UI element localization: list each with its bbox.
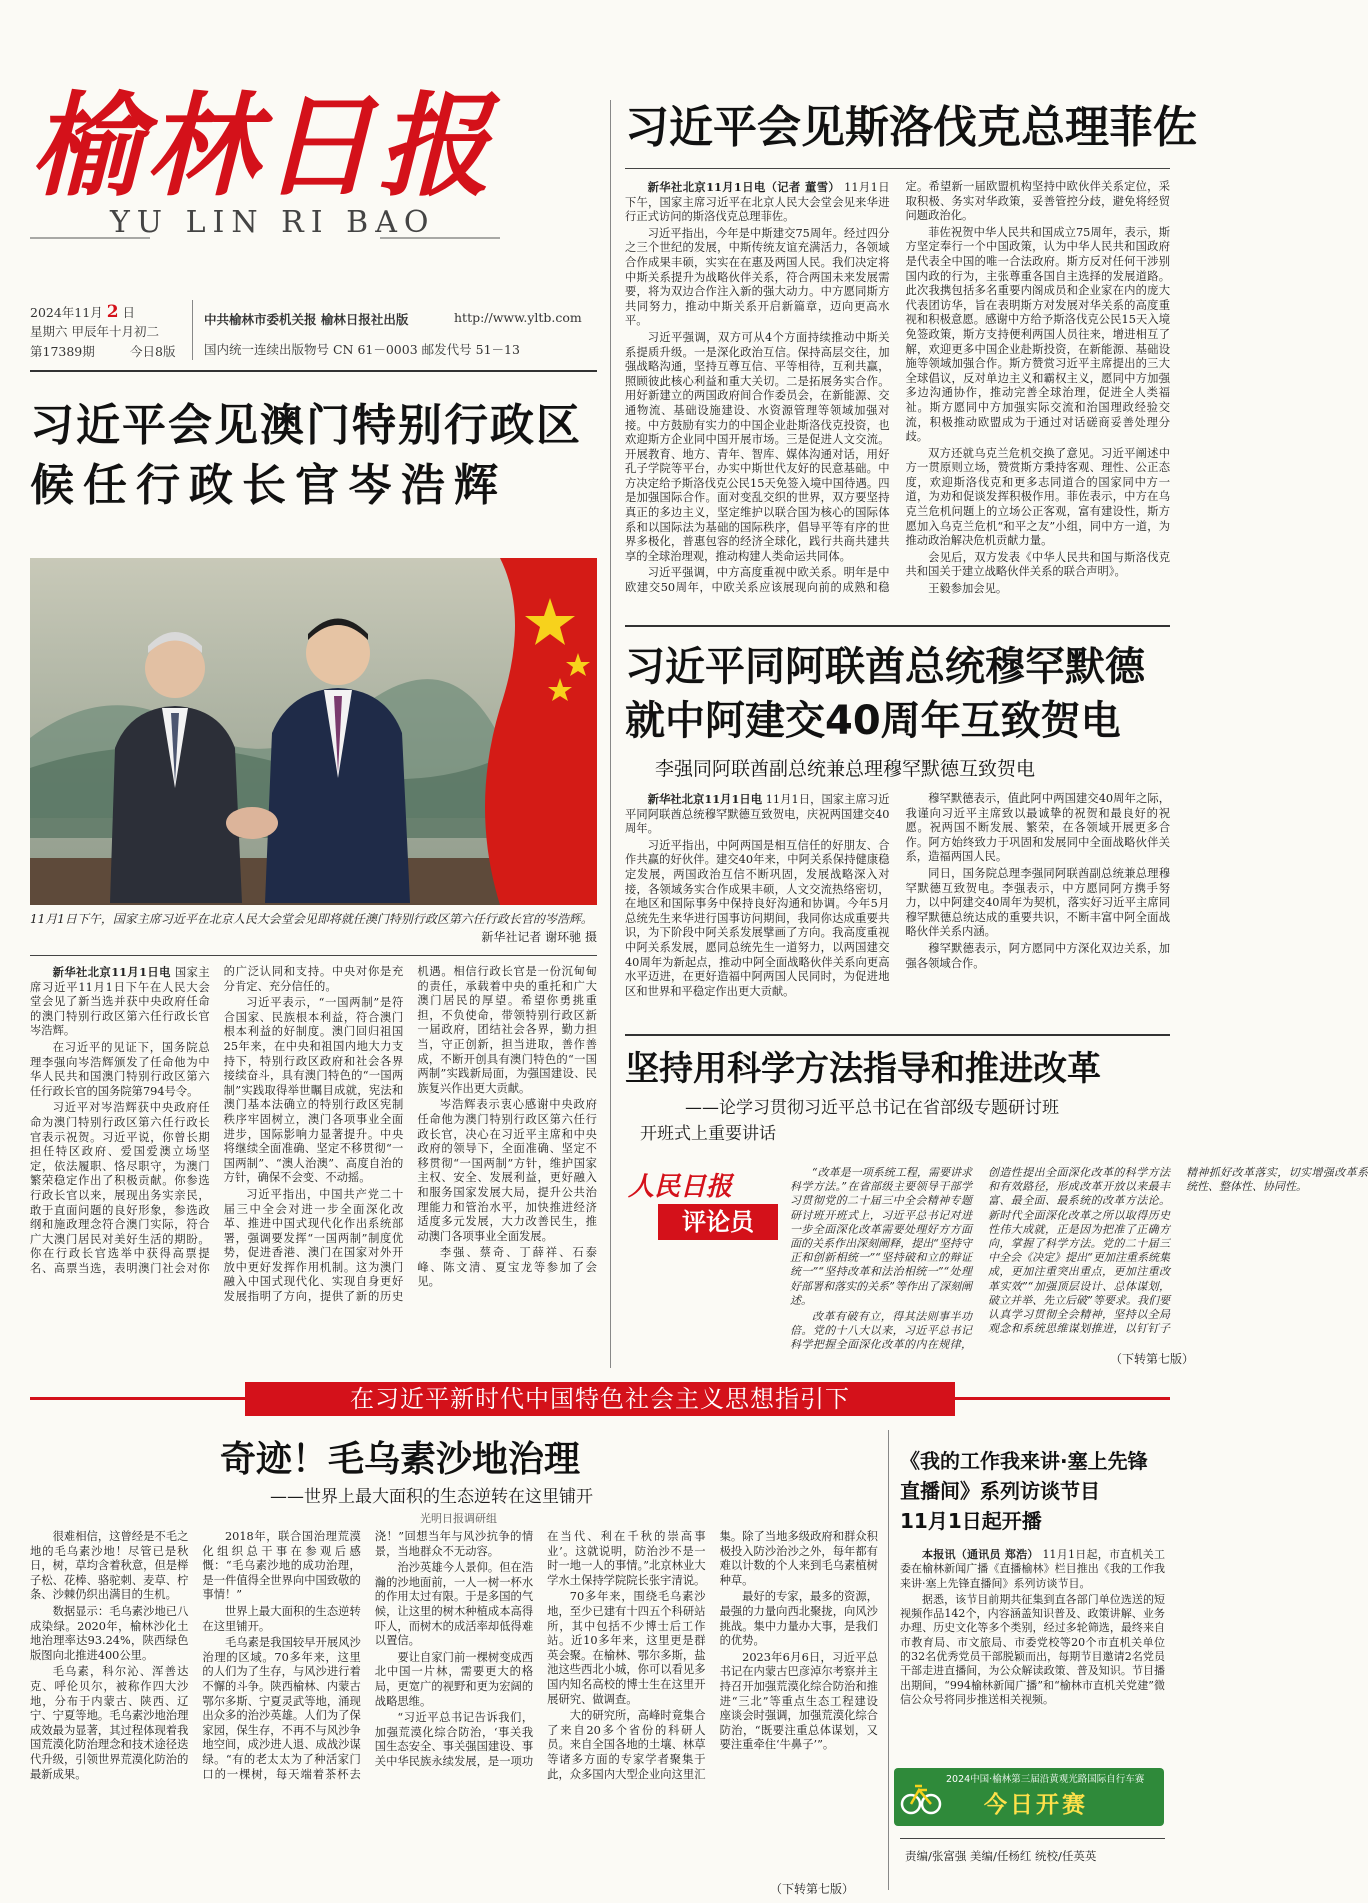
broadcast-headline-line1: 《我的工作我来讲·塞上先锋: [900, 1449, 1148, 1473]
uae-subhead: 李强同阿联酋副总统兼总理穆罕默德互致贺电: [655, 758, 1036, 780]
macao-headline-line1: 习近平会见澳门特别行政区: [30, 400, 582, 451]
mu-us-source: 光明日报调研组: [420, 1512, 497, 1525]
masthead-url[interactable]: http://www.yltb.com: [454, 310, 582, 325]
mu-us-continued: （下转第七版）: [770, 1882, 855, 1896]
reform-subhead-2: 开班式上重要讲话: [640, 1124, 776, 1144]
promo-big-text: 今日开赛: [984, 1792, 1088, 1818]
masthead-pages: 今日8版: [130, 344, 176, 359]
uae-headline-line2: 就中阿建交40周年互致贺电: [625, 698, 1121, 744]
uae-headline-line1: 习近平同阿联酋总统穆罕默德: [625, 644, 1145, 690]
macao-headline-line2: 候任行政长官岑浩辉: [30, 460, 507, 511]
masthead-weekday: 星期六 甲辰年十月初二: [30, 324, 159, 339]
masthead-title: 榆林日报: [30, 81, 494, 212]
masthead-logo: [30, 72, 500, 222]
banner-text: 在习近平新时代中国特色社会主义思想指引下: [245, 1382, 955, 1416]
masthead-publisher: 中共榆林市委机关报 榆林日报社出版: [204, 312, 409, 327]
people-daily-commentator-badge: [628, 1170, 778, 1246]
badge-top: 人民日报: [628, 1172, 733, 1202]
masthead-title-en: YU LIN RI BAO: [110, 205, 436, 240]
broadcast-body: 本报讯（通讯员 郑浩） 11月1日起，市直机关工委在榆林新闻广播《直播榆林》栏目推出《我的工作我来讲·塞上先锋直播间》系列访谈节目。 据悉，该节目前期共征集到直各部门单位选送的短视频作品142个，内容涵盖知识普及、政策讲解、业务办理、历史文化等多个类别，经过多轮筛选，最终来自市教育局、市文旅局、市委党校等20个市直机关单位的32名优秀党员干部脱颖而出，每期节目邀请2名党员干部走进直播间，为公众解读政策、普及知识。节目播出期间，“994榆林新闻广播”和“榆林市直机关党建”微信公众号将同步推送相关视频。: [900, 1548, 1166, 1706]
mu-us-subhead: ——世界上最大面积的生态逆转在这里铺开: [270, 1487, 593, 1507]
promo-title: 2024中国·榆林第三届沿黄观光路国际自行车赛: [946, 1774, 1145, 1785]
reform-subhead: ——论学习贯彻习近平总书记在省部级专题研讨班: [685, 1098, 1059, 1118]
macao-body: 新华社北京11月1日电 国家主席习近平11月1日下午在人民大会堂会见了新当选并获中央政府任命的澳门特别行政区第六任行政长官岑浩辉。 在习近平的见证下，国务院总理李强向岑浩辉颁发了任命他为中华人民共和国澳门特别行政区第六任行政长官的国务院第794号令。 习近平对岑浩辉获中央政府任命为澳门特别行政区第六任行政长官表示祝贺。习近平说，你曾长期担任特区政府、爱国爱澳立场坚定，依法履职、恪尽职守，为澳门繁荣稳定作出了积极贡献。你参选行政长官以来，展现出务实亲民，敢于直面问题的良好形象，参选政纲和施政理念符合澳门实际，符合广大澳门居民对美好生活的期盼。你在行政长官选举中获得高票提名、高票当选，表明澳门社会对你的广泛认同和支持。中央对你是充分肯定、充分信任的。 习近平表示，“一国两制”是符合国家、民族根本利益，符合澳门根本利益的好制度。澳门回归祖国25年来，在中央和祖国内地大力支持下，特别行政区政府和社会各界接续奋斗，具有澳门特色的“一国两制”实践取得举世瞩目成就，宪法和澳门基本法确立的特别行政区宪制秩序牢固树立，澳门各项事业全面进步，国际影响力显著提升。中央将继续全面准确、坚定不移贯彻“一国两制”、“澳人治澳”、高度自治的方针，确保不会变、不动摇。 习近平指出，中国共产党二十届三中全会对进一步全面深化改革、推进中国式现代化作出系统部署，强调要发挥“一国两制”制度优势，促进香港、澳门在国家对外开放中更好发挥作用机制。这为澳门融入中国式现代化、实现自身更好发展指明了方向，提供了新的历史机遇。相信行政长官是一份沉甸甸的责任，承载着中央的重托和广大澳门居民的厚望。希望你勇挑重担，不负使命，带领特别行政区新一届政府，团结社会各界，勤力担当，守正创新，担当进取，善作善成，不断开创具有澳门特色的“一国两制”实践新局面，为强国建设、民族复兴作出更大贡献。 岑浩辉表示衷心感谢中央政府任命他为澳门特别行政区第六任行政长官，决心在习近平主席和中央政府的领导下，全面准确、坚定不移贯彻“一国两制”方针，维护国家主权、安全、发展利益，更好融入和服务国家发展大局，提升公共治理能力和管治水平，加快推进经济适度多元发展，大力改善民生，推动澳门各项事业全面发展。 李强、蔡奇、丁薛祥、石泰峰、陈文清、夏宝龙等参加了会见。: [30, 965, 597, 1304]
cycling-race-promo[interactable]: [894, 1768, 1164, 1826]
masthead-cn-number: 国内统一连续出版物号 CN 61－0003 邮发代号 51－13: [204, 342, 520, 357]
mu-us-body: 很难相信，这曾经是不毛之地的毛乌素沙地！尽管已是秋日，树，草均含着秋意，但是榉子松、花棒、骆驼刺、麦草、柠条、沙棘仍织出满目的生机。 数据显示：毛乌素沙地已八成染绿。2020年，榆林沙化土地治理率达93.24%，陕西绿色版图向北推进400公里。 毛乌素，科尔沁、浑善达克、呼伦贝尔，被称作四大沙地，分布于内蒙古、陕西、辽宁、宁夏等地。毛乌素沙地治理成效最为显著，其过程体现着我国荒漠化防治理念和技术途径迭代升级，引领世界荒漠化防治的最新成果。 2018年，联合国治理荒漠化组织总干事在参观后感慨：“毛乌素沙地的成功治理，是一件值得全世界向中国致敬的事情！” 世界上最大面积的生态逆转在这里铺开。 毛乌素是我国较早开展风沙治理的区域。70多年来，这里的人们为了生存，与风沙进行着不懈的斗争。陕西榆林、内蒙古鄂尔多斯、宁夏灵武等地，涌现出众多的治沙英雄。人们为了保家园，保生存，不再不与风沙争地空间，成沙进人退、成战沙谋绿。“有的老太太为了种活家门口的一棵树，每天端着茶杯去浇！”回想当年与风沙抗争的情景，当地群众不无动容。 治沙英雄今人景仰。但在浩瀚的沙地面前，一人一树一杯水的作用太过有限。于是多国的气候，让这里的树木种植成本高得吓人，而树木的成活率却低得难以置信。 要让自家门前一棵树变成西北中国一片林，需要更大的格局，更宽广的视野和更为宏阔的战略思维。 “习近平总书记告诉我们，加强荒漠化综合防治，‘事关我国生态安全、事关强国建设、事关中华民族永续发展，是一项功在当代、利在千秋的崇高事业’。这就说明，防治沙不是一时一地一人的事情。”北京林业大学水土保持学院院长张宇清说。 70多年来，围绕毛乌素沙地，至少已建有十四五个科研站所，其中包括不少博士后工作站。近10多年来，这里更是群英会聚。在榆林、鄂尔多斯，盐池这些西北小城，你可以看见多国内知名高校的博士生在这里开展研究、做调查。 大的研究所，高峰时竟集合了来自20多个省份的科研人员。来自全国各地的土壤、林草等诸多方面的专家学者聚集于此，众多国内大型企业向这里汇集。除了当地多级政府和群众积极投入防沙治沙之外，每年都有难以计数的个人来到毛乌素植树种草。 最好的专家，最多的资源，最强的力量向西北聚拢，向风沙挑战。集中力量办大事，是我们的优势。 2023年6月6日，习近平总书记在内蒙古巴彦淖尔考察并主持召开加强荒漠化综合防治和推进“三北”等重点生态工程建设座谈会时强调，加强荒漠化综合防治，“既要注重总体谋划，又要注重牵住‘牛鼻子’”。: [30, 1530, 878, 1781]
macao-photo-caption: 11月1日下午，国家主席习近平在北京人民大会堂会见即将就任澳门特别行政区第六任行政长官的岑浩辉。 新华社记者 谢环驰 摄: [30, 912, 597, 944]
section-banner: [30, 1382, 1170, 1416]
broadcast-headline-line3: 11月1日起开播: [900, 1509, 1042, 1533]
reform-body-right-top: “改革是一项系统工程，需要讲求科学方法。”在省部级主要领导干部学习贯彻党的二十届三中全会精神专题研讨班开班式上，习近平总书记对进一步全面深化改革需要处理好方方面面的关系作出深刻阐释，提出“坚持守正和创新相统一”“坚持破和立的辩证统一”“坚持改革和法治相统一”“处理好部署和落实的关系”等作出了深刻阐述。 改革有破有立，得其法则事半功倍。党的十八大以来，习近平总书记科学把握全面深化改革的内在规律，创造性提出全面深化改革的科学方法和有效路径，形成改革开放以来最丰富、最全面、最系统的改革方法论。新时代全面深化改革之所以取得历史性伟大成就，正是因为把准了正确方向，掌握了科学方法。党的二十届三中全会《决定》提出“更加注重系统集成，更加注重突出重点，更加注重改革实效”“加强顶层设计、总体谋划，破立并举、先立后破”等要求。我们要认真学习贯彻全会精神，坚持以全局观念和系统思维谋划推进，以钉钉子精神抓好改革落实，切实增强改革系统性、整体性、协同性。: [790, 1166, 1368, 1352]
badge-bottom: 评论员: [658, 1204, 778, 1240]
uae-body: 新华社北京11月1日电 11月1日，国家主席习近平同阿联酋总统穆罕默德互致贺电，庆祝两国建交40周年。 习近平指出，中阿两国是相互信任的好朋友、合作共赢的好伙伴。建交40年来，中阿关系保持健康稳定发展，两国政治互信不断巩固，发展战略深入对接，各领域务实合作成果丰硕，人文交流热络密切，在地区和国际事务中保持良好沟通和协调。今年5月总统先生来华进行国事访问期间，我同你达成重要共识，为下阶段中阿关系发展擘画了方向。我高度重视中阿关系发展，愿同总统先生一道努力，以两国建交40周年为新起点，推动中阿全面战略伙伴关系向更高水平迈进，在更好造福中阿两国人民同时，为促进地区和世界和平稳定作出更大贡献。 穆罕默德表示，值此阿中两国建交40周年之际，我谨向习近平主席致以最诚挚的祝贺和最良好的祝愿。祝两国不断发展、繁荣，在各领域开展更多合作。阿方始终致力于巩固和发展同中全面战略伙伴关系，造福两国人民。 同日，国务院总理李强同阿联酋副总统兼总理穆罕默德互致贺电。李强表示，中方愿同阿方携手努力，以中阿建交40周年为契机，落实好习近平主席同穆罕默德总统达成的重要共识，不断丰富中阿全面战略伙伴关系内涵。 穆罕默德表示，阿方愿同中方深化双边关系，加强各领域合作。: [625, 792, 1170, 998]
masthead-date: 2024年11月 2 日: [30, 302, 136, 322]
reform-continued: （下转第七版）: [1110, 1352, 1195, 1366]
slovakia-body: 新华社北京11月1日电（记者 董雪） 11月1日下午，国家主席习近平在北京人民大会堂会见来华进行正式访问的斯洛伐克总理菲佐。 习近平指出，今年是中斯建交75周年。经过四分之三个世纪的发展，中斯传统友谊充满活力，各领域合作成果丰硕，实实在在惠及两国人民。我们决定将中斯关系提升为战略伙伴关系，符合两国未来发展需要，将为双边合作注入新的强大动力。中方愿同斯方共同努力，推动中斯关系开启新篇章，迈向更高水平。 习近平强调，双方可从4个方面持续推动中斯关系提质升级。一是深化政治互信。保持高层交往，加强战略沟通，坚持互尊互信、平等相待，互利共赢，照顾彼此核心利益和重大关切。二是拓展务实合作。用好新建立的两国政府间合作委员会，在新能源、交通物流、基础设施建设、水资源管理等领域加强对接。中方鼓励有实力的中国企业赴斯洛伐克投资，也欢迎斯方企业同中国开展市场。三是促进人文交流。开展教育、地方、青年、智库、媒体沟通对话，用好孔子学院等平台，办实中斯世代友好的民意基础。中方决定给予斯洛伐克公民15天免签入境中国待遇。四是加强国际合作。面对变乱交织的世界，双方要坚持真正的多边主义，坚定维护以联合国为核心的国际体系和以国际法为基础的国际秩序，倡导平等有序的世界多极化，普惠包容的经济全球化，践行共商共建共享的全球治理观，推动构建人类命运共同体。 习近平强调，中方高度重视中欧关系。明年是中欧建交50周年，中欧关系应该展现向前的成熟和稳定。希望新一届欧盟机构坚持中欧伙伴关系定位，采取积极、务实对华政策，妥善管控分歧，避免将经贸问题政治化。 菲佐祝贺中华人民共和国成立75周年，表示，斯方坚定奉行一个中国政策，认为中华人民共和国政府是代表全中国的唯一合法政府。斯方反对任何干涉别国内政的行为，主张尊重各国自主选择的发展道路。此次我携包括多名重要内阁成员和企业家在内的庞大代表团访华，旨在表明斯方对发展对华关系的高度重视和积极意愿。感谢中方给予斯洛伐克公民15天入境免签政策，斯方支持便利两国人员往来，增进相互了解，欢迎更多中国企业赴斯投资，在新能源、基础设施等领域加强合作。斯方赞赏习近平主席提出的三大全球倡议，反对单边主义和霸权主义，愿同中方加强多边沟通协作，推动完善全球治理，促进全人类福祉。斯方愿同中方加强实际交流和治国理政经验交流，积极推动欧盟成为于通过对话磋商妥善处理分歧。 双方还就乌克兰危机交换了意见。习近平阐述中方一贯原则立场，赞赏斯方秉持客观、理性、公正态度，欢迎斯洛伐克和更多志同道合的国家同中方一道，为劝和促谈发挥积极作用。菲佐表示，中方在乌克兰危机问题上的立场公正客观，富有建设性，斯方愿加入乌克兰危机“和平之友”小组，同中方一道，为推动政治解决危机贡献力量。 会见后，双方发表《中华人民共和国与斯洛伐克共和国关于建立战略伙伴关系的联合声明》。 王毅参加会见。: [625, 180, 1170, 596]
broadcast-headline-line2: 直播间》系列访谈节目: [900, 1479, 1100, 1503]
bicycle-icon: [900, 1776, 942, 1818]
slovakia-headline: 习近平会见斯洛伐克总理菲佐: [625, 102, 1197, 153]
mu-us-headline: 奇迹！毛乌素沙地治理: [220, 1439, 581, 1480]
masthead-issue: 第17389期: [30, 344, 95, 359]
editors-credit: 责编/张富强 美编/任杨红 统校/任英英: [905, 1849, 1097, 1863]
macao-meeting-photo: [30, 558, 597, 905]
masthead-decoration: [30, 232, 500, 244]
meeting-photo-illustration: [30, 558, 597, 905]
reform-headline: 坚持用科学方法指导和推进改革: [625, 1049, 1101, 1089]
